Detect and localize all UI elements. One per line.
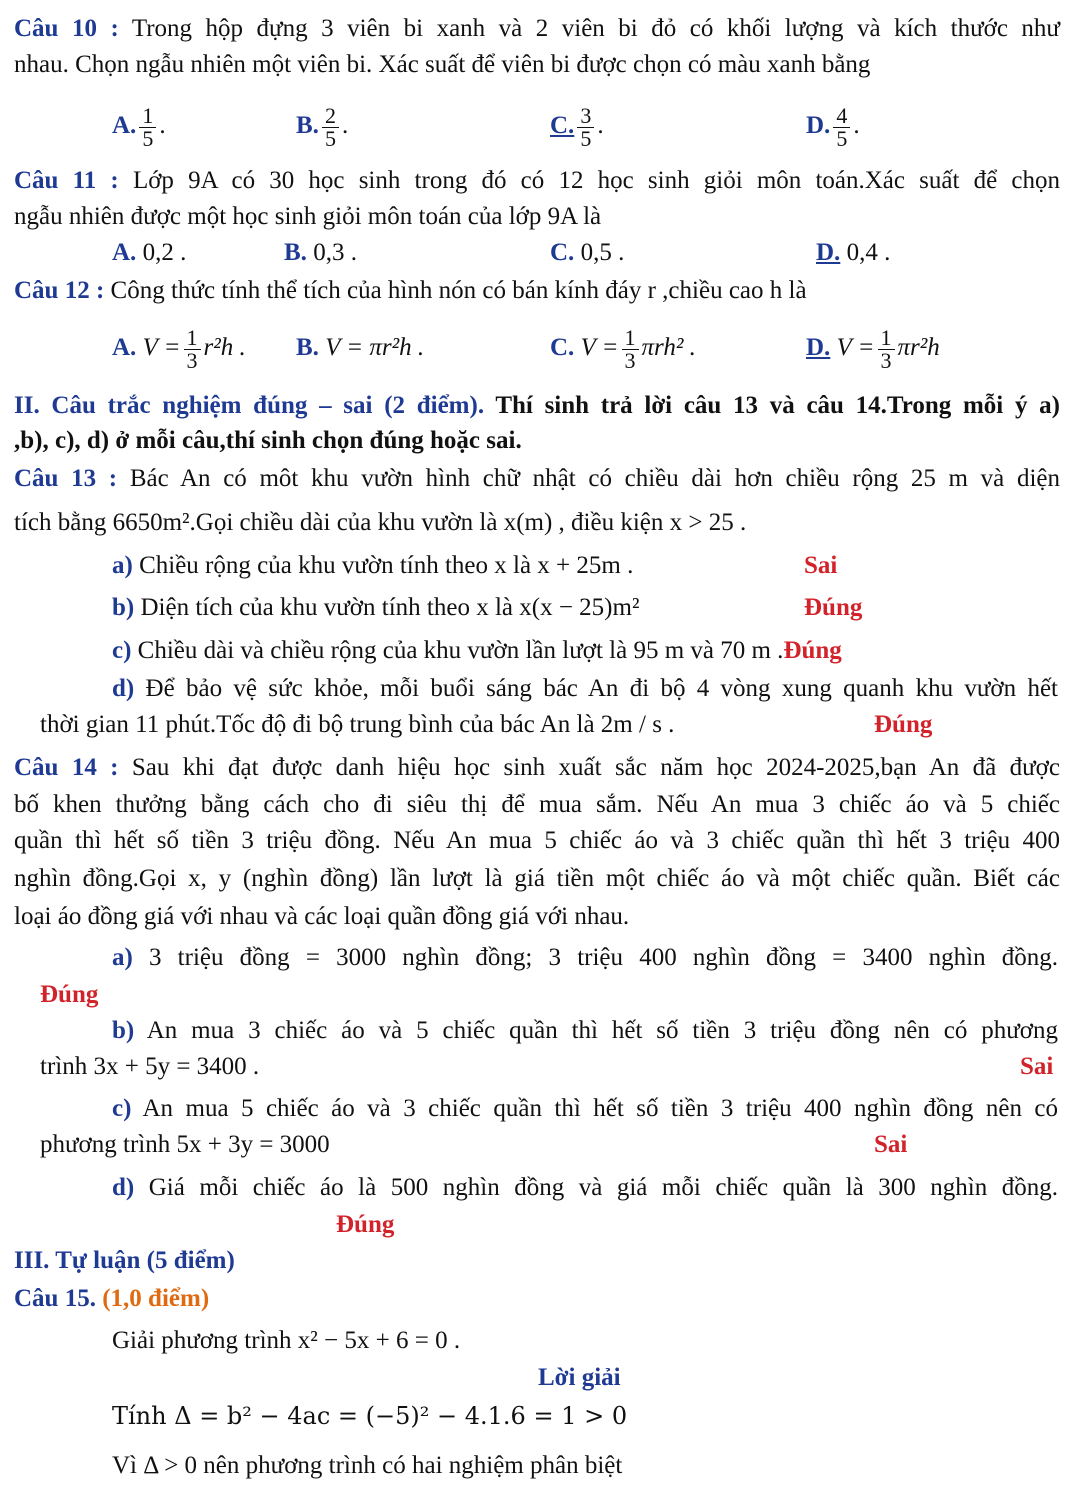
q11-line1: Câu 11 : Lớp 9A có 30 học sinh trong đó có 12 học sinh giỏi môn toán.Xác suất để chọn — [14, 167, 1060, 194]
q10-line1 — [14, 14, 1060, 44]
q13-item-d: d) Để bảo vệ sức khỏe, mỗi buổi sáng bác An đi bộ 4 vòng xung quanh khu vườn hết — [112, 675, 1058, 702]
q10-text1: Trong hộp đựng 3 viên bi xanh và 2 viên bi đỏ có khối lượng và kích thước như — [118, 15, 1060, 42]
q14-verdict-d: Đúng — [336, 1211, 395, 1238]
q13-line1: Câu 13 : Bác An có môt khu vườn hình chữ nhật có chiều dài hơn chiều rộng 25 m và diện — [14, 465, 1060, 492]
q12-option-b[interactable]: B. V = πr²h . — [296, 334, 425, 361]
q10-option-b[interactable]: B. $\frac{2}{5}$ . — [296, 102, 349, 151]
q13-verdict-c: Đúng — [783, 637, 842, 664]
q11-label: Câu 11 : — [14, 167, 119, 194]
q12-line1: Câu 12 : Công thức tính thể tích của hình nón có bán kính đáy r ,chiều cao h là — [14, 277, 807, 304]
q13-verdict-a: Sai — [804, 552, 838, 579]
part2-heading-line: II. Câu trắc nghiệm đúng – sai (2 điểm). Thí sinh trả lời câu 13 và câu 14.Trong mỗi ý a) — [14, 392, 1060, 419]
q14-item-a: a) 3 triệu đồng = 3000 nghìn đồng; 3 triệu 400 nghìn đồng = 3400 nghìn đồng. — [112, 944, 1058, 971]
solution-title: Lời giải — [538, 1364, 621, 1391]
q15-prompt: Giải phương trình x² − 5x + 6 = 0 . — [112, 1327, 461, 1354]
q11-option-a[interactable]: A. 0,2 . — [112, 239, 187, 266]
q10-option-a[interactable]: A. $\frac{1}{5}$ . — [112, 102, 166, 151]
q14-line3: quần thì hết số tiền 3 triệu đồng. Nếu An mua 5 chiếc áo và 3 chiếc quần thì hết 3 triệu 400 — [14, 827, 1060, 854]
q12-option-d[interactable]: D. V = $\frac{1}{3}$ πr²h — [806, 324, 940, 373]
q13-item-a: a) Chiều rộng của khu vườn tính theo x là x + 25m . — [112, 552, 634, 579]
q14-item-d: d) Giá mỗi chiếc áo là 500 nghìn đồng và giá mỗi chiếc quần là 300 nghìn đồng. — [112, 1174, 1058, 1201]
q14-line2: bố khen thưởng bằng cách cho đi siêu thị để mua sắm. Nếu An mua 3 chiếc áo và 5 chiếc — [14, 791, 1060, 818]
q11-line2: ngẫu nhiên được một học sinh giỏi môn toán của lớp 9A là — [14, 203, 602, 230]
q10-label: Câu 10 : — [14, 15, 119, 42]
q10-line2: nhau. Chọn ngẫu nhiên một viên bi. Xác suất để viên bi được chọn có màu xanh bằng — [14, 51, 871, 78]
q14-verdict-b: Sai — [1020, 1053, 1054, 1080]
q13-item-b: b) Diện tích của khu vườn tính theo x là x(x − 25)m² — [112, 594, 640, 621]
q14-line4: nghìn đồng.Gọi x, y (nghìn đồng) lần lượt là giá tiền một chiếc áo và một chiếc quần. Biết các — [14, 865, 1060, 892]
q13-item-d-line2: thời gian 11 phút.Tốc độ đi bộ trung bình của bác An là 2m / s . — [40, 711, 675, 738]
q14-verdict-a: Đúng — [40, 981, 99, 1008]
q14-item-b-line2: trình 3x + 5y = 3400 . — [40, 1053, 260, 1080]
part2-heading: II. Câu trắc nghiệm đúng – sai (2 điểm). — [14, 392, 485, 419]
q11-option-c[interactable]: C. 0,5 . — [550, 239, 625, 266]
q11-option-d[interactable]: D. 0,4 . — [816, 239, 891, 266]
q14-item-b: b) An mua 3 chiếc áo và 5 chiếc quần thì hết số tiền 3 triệu đồng nên có phương — [112, 1017, 1058, 1044]
q10-option-c[interactable]: C. $\frac{3}{5}$ . — [550, 102, 604, 151]
q15-heading: Câu 15. (1,0 điểm) — [14, 1285, 210, 1312]
q13-line2: tích bằng 6650m².Gọi chiều dài của khu vườn là x(m) , điều kiện x > 25 . — [14, 509, 747, 536]
q14-item-c: c) An mua 5 chiếc áo và 3 chiếc quần thì hết số tiền 3 triệu 400 nghìn đồng nên có — [112, 1095, 1058, 1122]
q11-option-b[interactable]: B. 0,3 . — [284, 239, 357, 266]
part2-line2: ,b), c), d) ở mỗi câu,thí sinh chọn đúng hoặc sai. — [14, 427, 522, 454]
part3-heading: III. Tự luận (5 điểm) — [14, 1247, 235, 1274]
q13-verdict-b: Đúng — [804, 594, 863, 621]
q14-item-c-line2: phương trình 5x + 3y = 3000 — [40, 1131, 330, 1158]
q13-item-c: c) Chiều dài và chiều rộng của khu vườn lần lượt là 95 m và 70 m .Đúng — [112, 637, 842, 664]
q14-verdict-c: Sai — [874, 1131, 908, 1158]
solution-step2: Vì Δ > 0 nên phương trình có hai nghiệm phân biệt — [112, 1452, 623, 1479]
solution-step1: Tính Δ = b² − 4ac = (−5)² − 4.1.6 = 1 > 0 — [112, 1402, 628, 1430]
q14-line5: loại áo đồng giá với nhau và các loại quần đồng giá với nhau. — [14, 903, 630, 930]
q13-verdict-d: Đúng — [874, 711, 933, 738]
q10-option-d[interactable]: D. $\frac{4}{5}$ . — [806, 102, 860, 151]
q14-line1: Câu 14 : Sau khi đạt được danh hiệu học sinh xuất sắc năm học 2024-2025,bạn An đã được — [14, 754, 1060, 781]
q12-option-c[interactable]: C. V = $\frac{1}{3}$ πrh² . — [550, 324, 696, 373]
q12-option-a[interactable]: A. V = $\frac{1}{3}$ r²h . — [112, 324, 246, 373]
